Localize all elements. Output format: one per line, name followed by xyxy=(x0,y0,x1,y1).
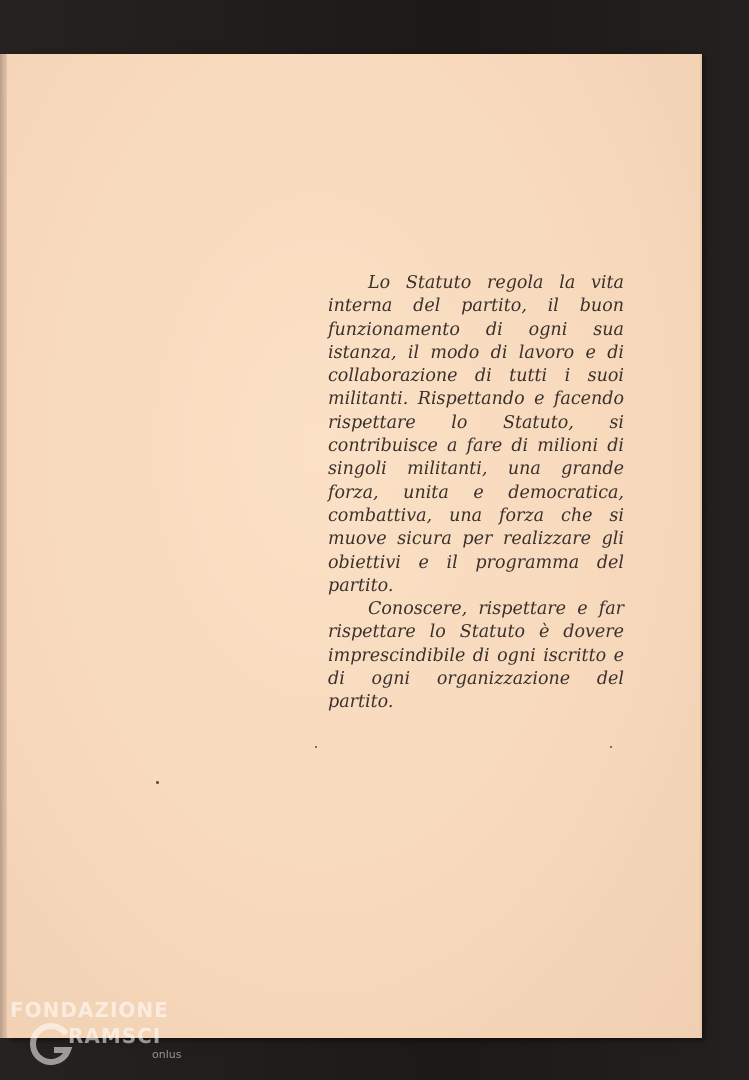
paper-speck xyxy=(610,746,612,748)
paper-speck xyxy=(315,746,317,748)
statuto-text-block xyxy=(328,272,624,715)
watermark-suffix: onlus xyxy=(152,1048,182,1061)
watermark-line1: FONDAZIONE xyxy=(10,998,169,1022)
watermark-line2: RAMSCI xyxy=(68,1024,162,1048)
paragraph-statuto-purpose: Lo Statuto regola la vita interna del partito, il buon funzionamento di ogni sua istanza, il modo di lavoro e di collaborazione di tutti i suoi militanti. Rispettando e facendo rispettare lo Statuto, si contribuisce a fare di milioni di singoli militanti, una grande forza, unita e democratica, combattiva, una forza che si muove sicura per realizzare gli obiettivi e il programma del partito. xyxy=(328,273,624,596)
paragraph-statuto-duty: Conoscere, rispettare e far rispettare lo Statuto è dovere imprescindibile di ogni iscritto e di ogni organizzazione del partito. xyxy=(328,599,624,713)
paper-speck xyxy=(156,781,159,784)
left-page-fold xyxy=(0,54,7,1038)
